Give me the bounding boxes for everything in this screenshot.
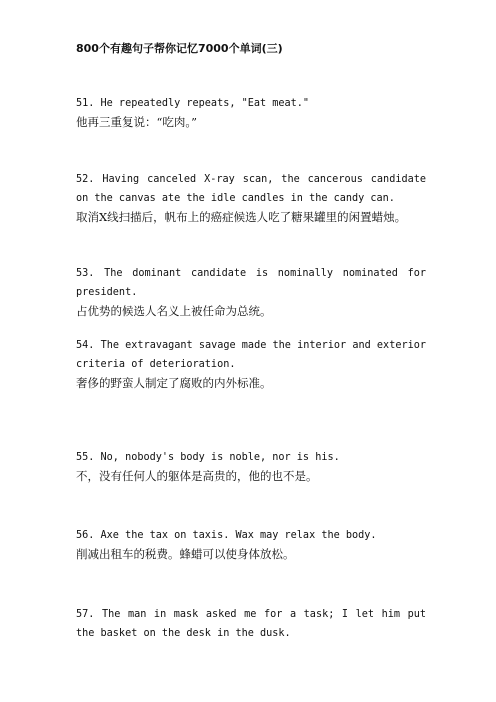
english-sentence: 56. Axe the tax on taxis. Wax may relax the body. [76,530,377,541]
chinese-translation: 占优势的候选人名义上被任命为总统。 [76,304,272,318]
chinese-translation: 不，没有任何人的躯体是高贵的，他的也不是。 [76,469,318,483]
sentence-entry-55 [76,448,426,486]
english-sentence: 55. No, nobody's body is noble, nor is his. [76,452,340,463]
document-title: 800个有趣句子帮你记忆7000个单词(三) [76,42,283,55]
sentence-entry-52 [76,170,426,227]
chinese-translation: 取消X线扫描后，帆布上的癌症候选人吃了糖果罐里的闲置蜡烛。 [76,210,407,224]
chinese-translation: 他再三重复说：“吃肉。” [76,115,198,129]
english-sentence: 51. He repeatedly repeats, "Eat meat." [76,98,310,109]
english-sentence: 54. The extravagant savage made the interior and exterior criteria of deterioration. [76,340,426,370]
sentence-entry-51 [76,94,426,132]
sentence-entry-57 [76,605,426,643]
english-sentence: 53. The dominant candidate is nominally nominated for president. [76,268,426,298]
chinese-translation: 削减出租车的税费。蜂蜡可以使身体放松。 [76,547,295,561]
sentence-entry-54 [76,336,426,393]
english-sentence: 57. The man in mask asked me for a task; I let him put the basket on the desk in the dusk. [76,609,426,639]
sentence-entry-53 [76,264,426,321]
chinese-translation: 奢侈的野蛮人制定了腐败的内外标准。 [76,376,272,390]
sentence-entry-56 [76,526,426,564]
english-sentence: 52. Having canceled X-ray scan, the cancerous candidate on the canvas ate the idle candles in the candy can. [76,174,426,204]
